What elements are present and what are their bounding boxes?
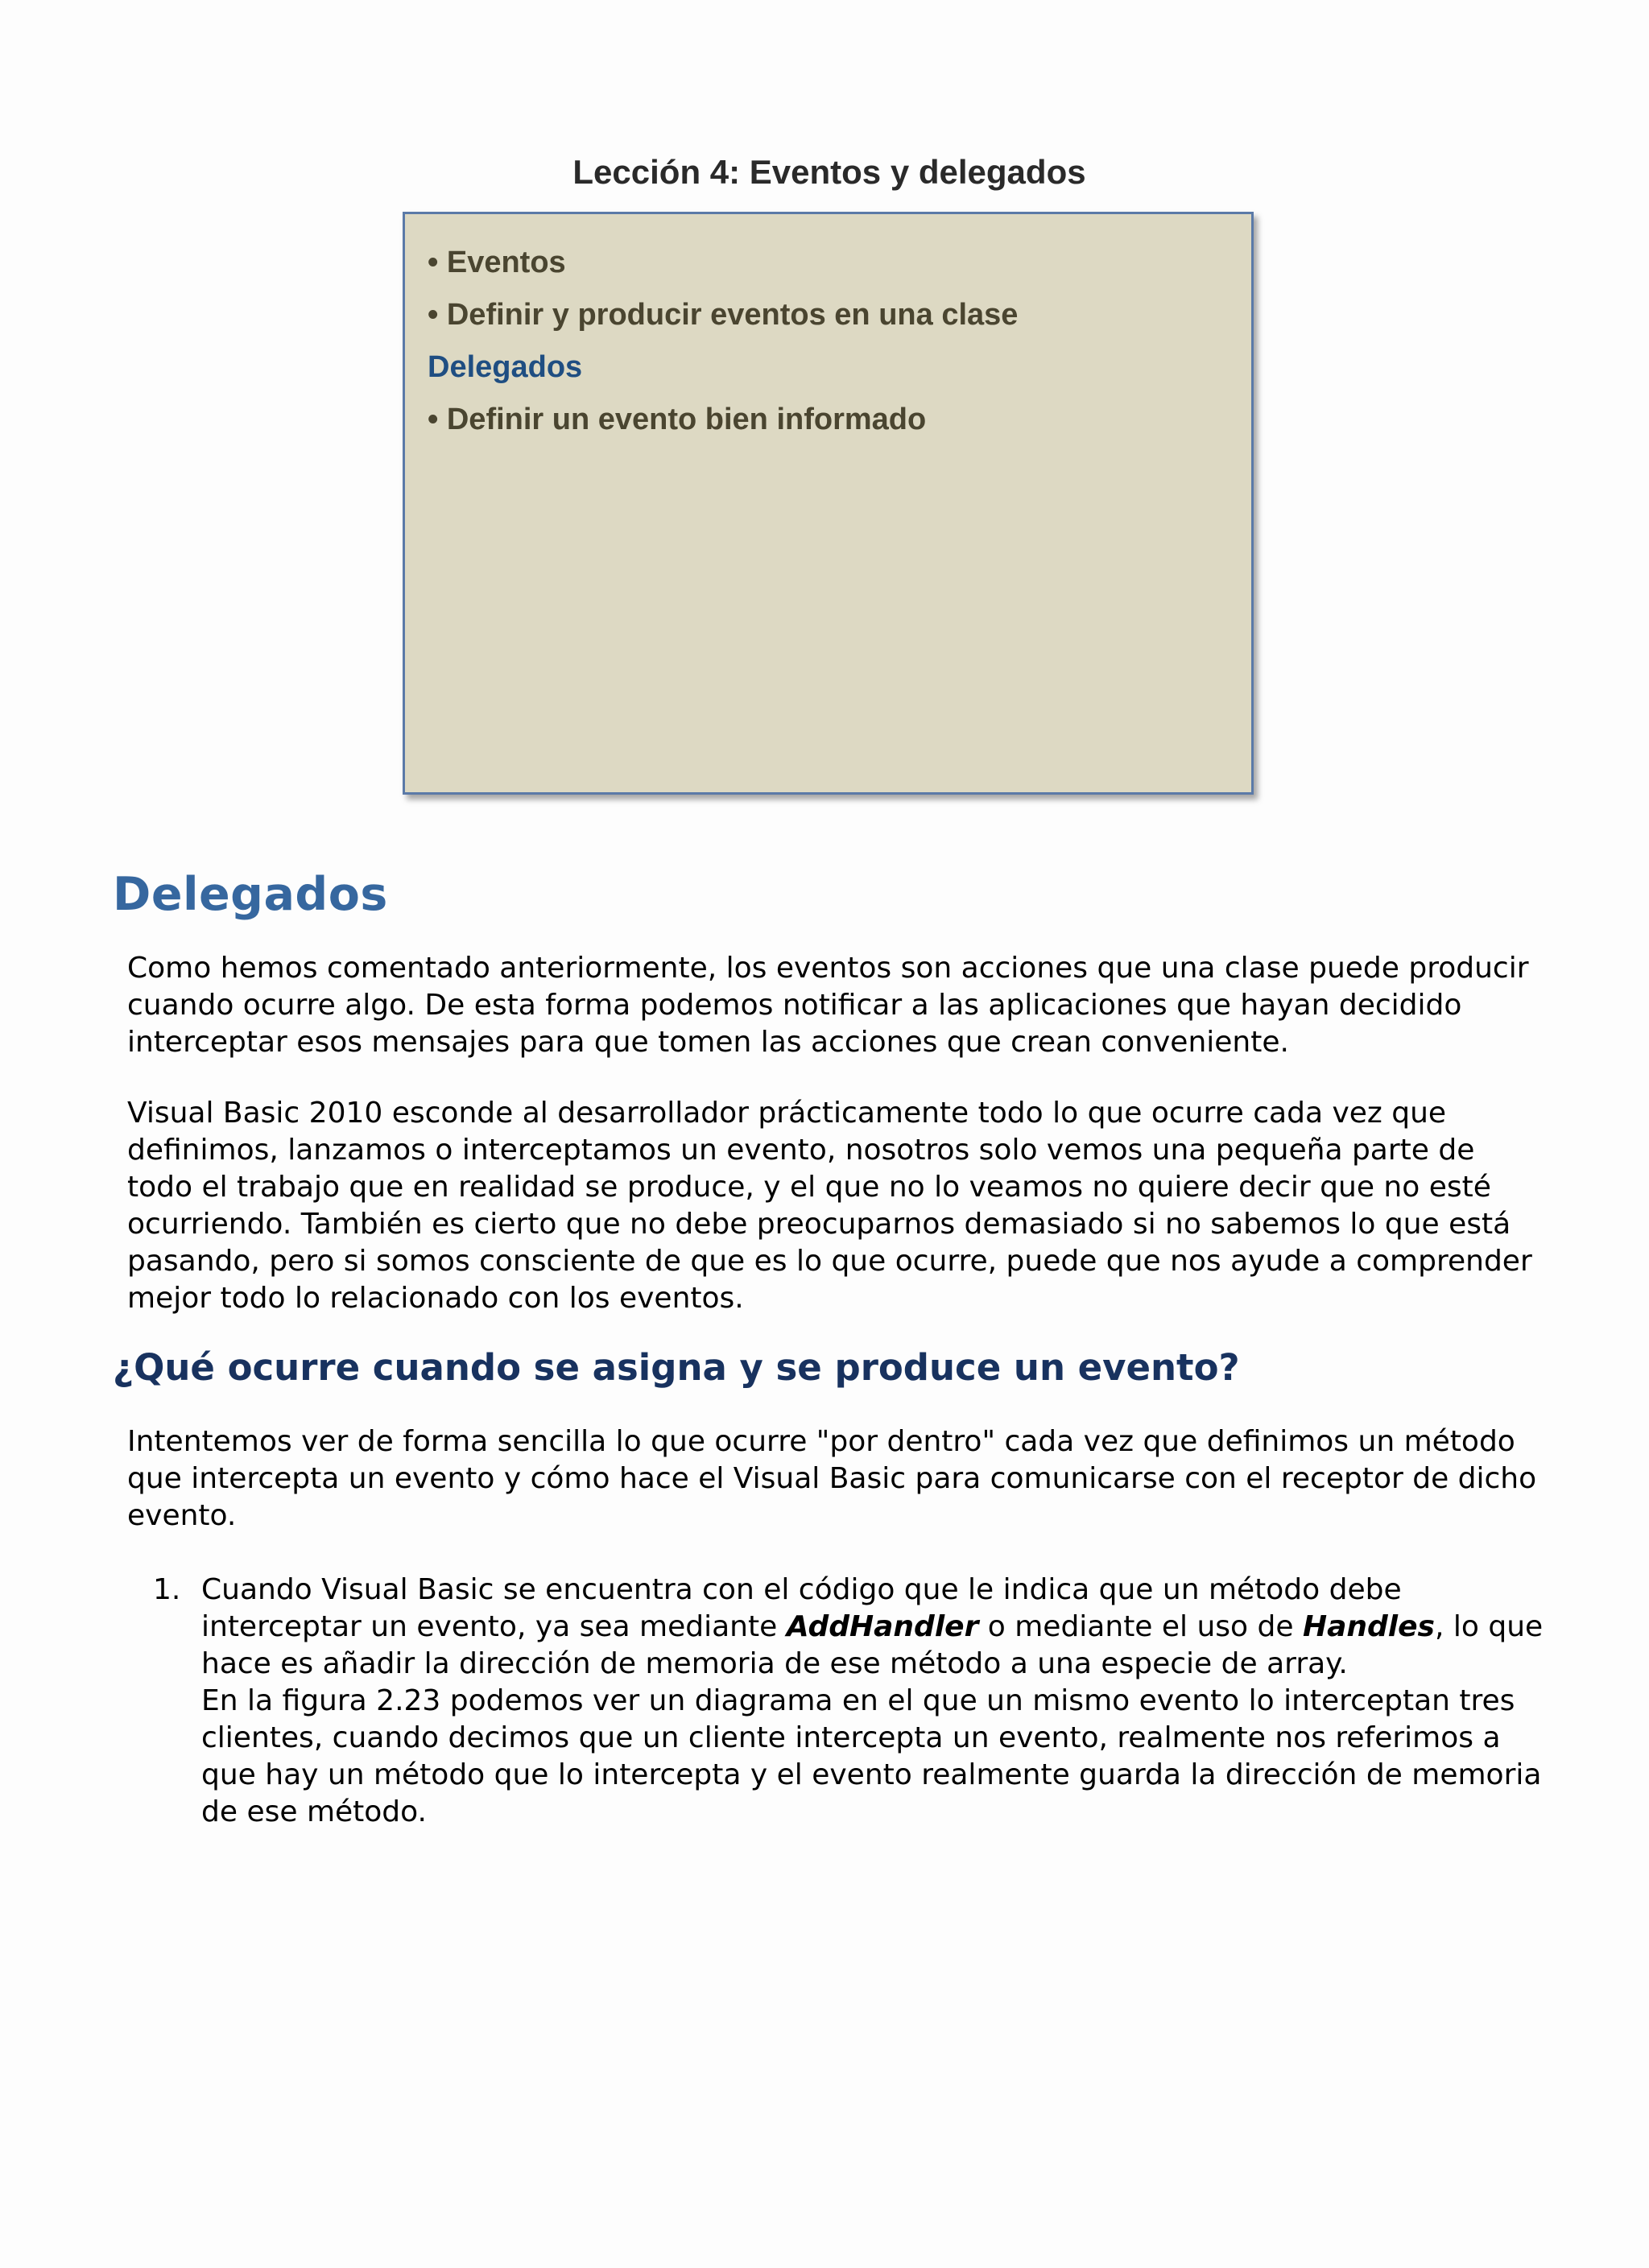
- paragraph-subsection: Intentemos ver de forma sencilla lo que ocurre "por dentro" cada vez que definimos un método que intercepta un evento y cómo hace el Visual Basic para comunicarse con el receptor de dicho evento.: [127, 1425, 1537, 1532]
- handles-term: Handles: [1302, 1610, 1435, 1643]
- section-title: Delegados: [113, 868, 388, 921]
- paragraph-intro: Como hemos comentado anteriormente, los eventos son acciones que una clase puede producir cuando ocurre algo. De esta forma podemos notificar a las aplicaciones que hayan decidido interceptar esos mensajes para que tomen las acciones que crean conveniente.: [127, 952, 1529, 1059]
- list-text-part: , lo que hace es añadir la dirección de memoria de ese método a una especie de array.: [201, 1610, 1544, 1680]
- numbered-list: [127, 1572, 1544, 1831]
- list-item: [127, 1572, 1544, 1831]
- slide-panel: [403, 212, 1254, 795]
- list-text-part: o mediante el uso de: [978, 1610, 1303, 1643]
- list-item-text: [201, 1573, 1543, 1828]
- slide-bullet-evento-informado: • Definir un evento bien informado: [428, 403, 927, 436]
- list-text-part: Cuando Visual Basic se encuentra con el código que le indica que un método debe interceptar un evento, ya sea mediante: [201, 1573, 1402, 1643]
- paragraph-visual-basic: Visual Basic 2010 esconde al desarrollador prácticamente todo lo que ocurre cada vez que definimos, lanzamos o interceptamos un evento, nosotros solo vemos una pequeña parte de todo el trabajo que en realidad se produce, y el que no lo veamos no quiere decir que no esté ocurriendo. También es cierto que no debe preocuparnos demasiado si no sabemos lo que está pasando, pero si somos consciente de que es lo que ocurre, puede que nos ayude a comprender mejor todo lo relacionado con los eventos.: [127, 1097, 1532, 1315]
- list-item-number: 1.: [153, 1573, 181, 1606]
- slide-title: Lección 4: Eventos y delegados: [572, 153, 1086, 191]
- slide-bullet-definir-producir: • Definir y producir eventos en una clase: [428, 298, 1019, 332]
- addhandler-term: AddHandler: [786, 1610, 979, 1643]
- subsection-title: ¿Qué ocurre cuando se asigna y se produce un evento?: [113, 1346, 1240, 1389]
- list-item-continuation: En la figura 2.23 podemos ver un diagrama en el que un mismo evento lo interceptan tres clientes, cuando decimos que un cliente intercepta un evento, realmente nos referimos a que hay un método que lo intercepta y el evento realmente guarda la dirección de memoria de ese método.: [201, 1684, 1542, 1828]
- slide-bullet-eventos: • Eventos: [428, 246, 566, 279]
- slide-heading-delegados: Delegados: [428, 350, 583, 384]
